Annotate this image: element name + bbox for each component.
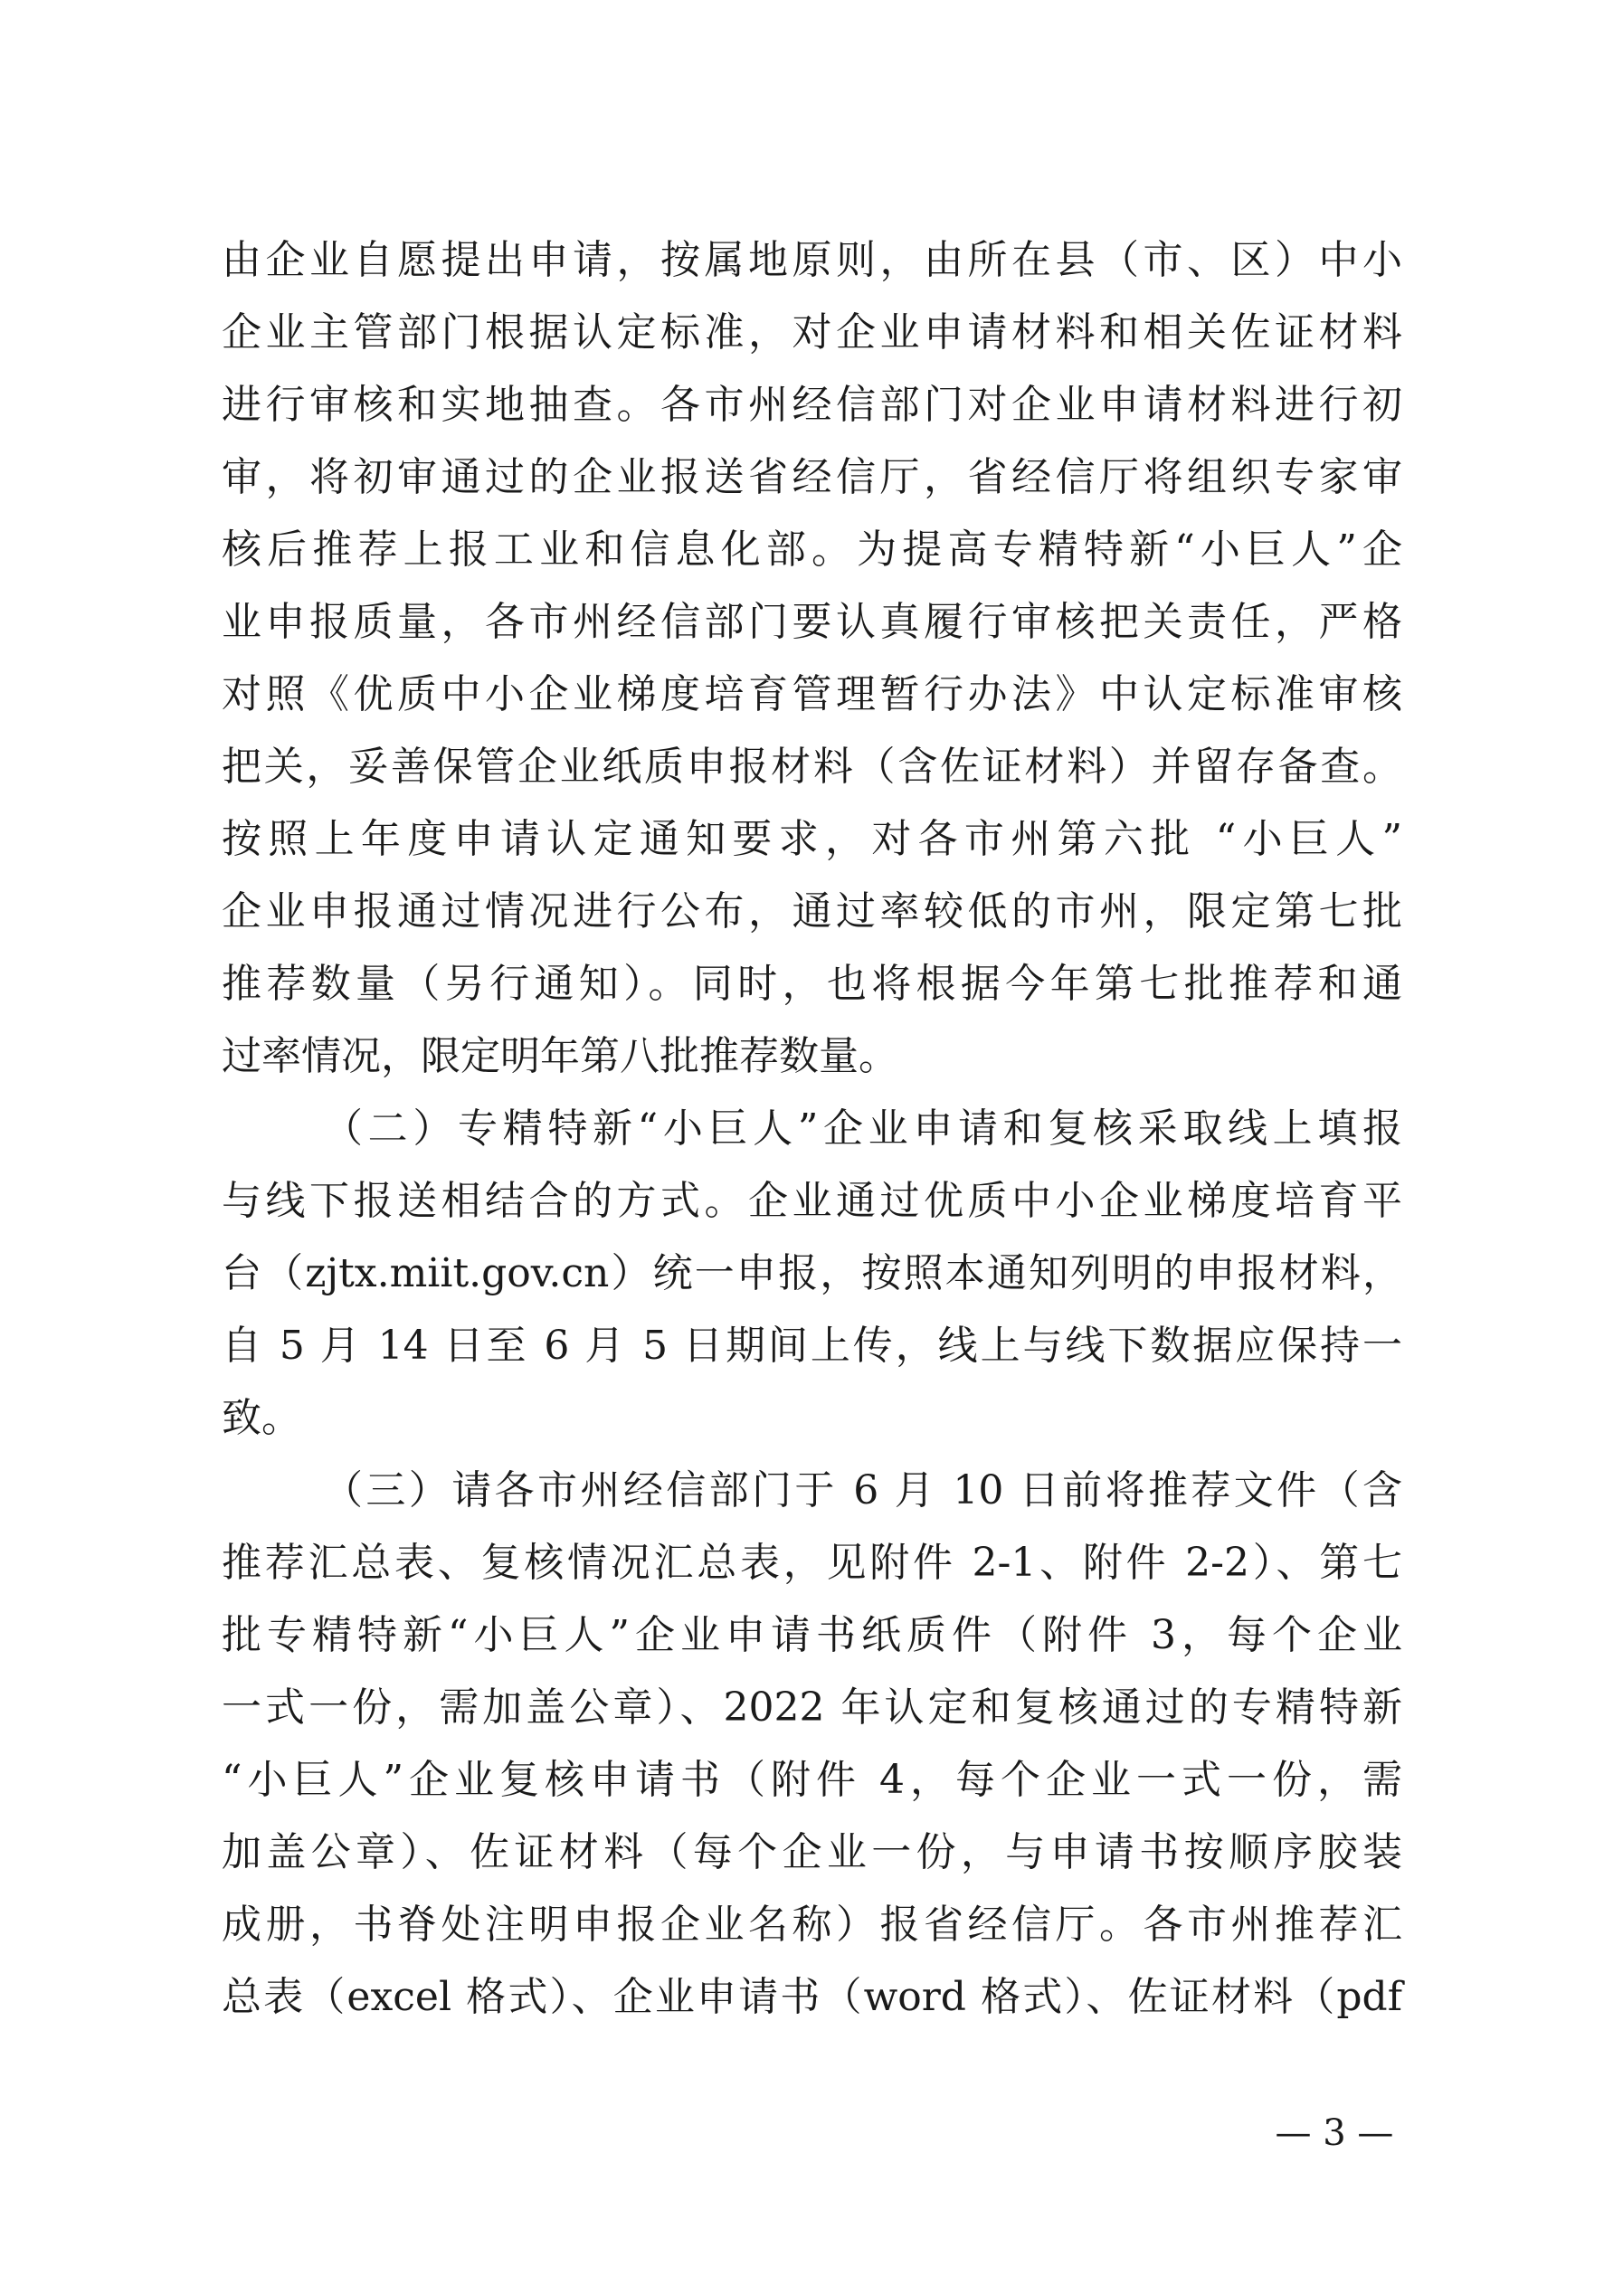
text-line-13: （二）专精特新“小巨人”企业申请和复核采取线上填报 [323, 1105, 1402, 1152]
text-line-5: 核后推荐上报工业和信息化部。为提高专精特新“小巨人”企 [222, 527, 1402, 573]
text-line-18: （三）请各市州经信部门于 6 月 10 日前将推荐文件（含 [323, 1467, 1402, 1513]
text-line-11: 推荐数量（另行通知）。同时，也将根据今年第七批推荐和通 [222, 961, 1402, 1007]
text-line-4: 审，将初审通过的企业报送省经信厅，省经信厅将组织专家审 [222, 454, 1402, 500]
text-line-20: 批专精特新“小巨人”企业申请书纸质件（附件 3，每个企业 [222, 1612, 1402, 1658]
text-line-1: 由企业自愿提出申请，按属地原则，由所在县（市、区）中小 [222, 237, 1402, 283]
text-line-12: 过率情况，限定明年第八批推荐数量。 [222, 1033, 898, 1079]
text-line-6: 业申报质量，各市州经信部门要认真履行审核把关责任，严格 [222, 599, 1402, 645]
text-line-3: 进行审核和实地抽查。各市州经信部门对企业申请材料进行初 [222, 382, 1402, 428]
text-line-16: 自 5 月 14 日至 6 月 5 日期间上传，线上与线下数据应保持一 [222, 1323, 1402, 1369]
text-line-23: 加盖公章）、佐证材料（每个企业一份，与申请书按顺序胶装 [222, 1829, 1402, 1875]
text-line-24: 成册，书脊处注明申报企业名称）报省经信厅。各市州推荐汇 [222, 1902, 1402, 1948]
text-line-19: 推荐汇总表、复核情况汇总表，见附件 2-1、附件 2-2）、第七 [222, 1540, 1402, 1586]
text-line-25: 总表（excel 格式）、企业申请书（word 格式）、佐证材料（pdf [222, 1974, 1402, 2020]
text-line-14: 与线下报送相结合的方式。企业通过优质中小企业梯度培育平 [222, 1178, 1402, 1224]
text-line-2: 企业主管部门根据认定标准，对企业申请材料和相关佐证材料 [222, 309, 1402, 356]
text-line-8: 把关，妥善保管企业纸质申报材料（含佐证材料）并留存备查。 [222, 744, 1402, 790]
text-line-15: 台（zjtx.miit.gov.cn）统一申报，按照本通知列明的申报材料， [222, 1250, 1402, 1296]
text-line-7: 对照《优质中小企业梯度培育管理暂行办法》中认定标准审核 [222, 671, 1402, 717]
text-line-17: 致。 [222, 1395, 301, 1441]
text-line-21: 一式一份，需加盖公章）、2022 年认定和复核通过的专精特新 [222, 1684, 1402, 1731]
text-line-9: 按照上年度申请认定通知要求，对各市州第六批 “小巨人” [222, 816, 1402, 862]
page-number: — 3 — [1275, 2112, 1394, 2154]
text-line-22: “小巨人”企业复核申请书（附件 4，每个企业一式一份，需 [222, 1757, 1402, 1803]
text-line-10: 企业申报通过情况进行公布，通过率较低的市州，限定第七批 [222, 888, 1402, 935]
